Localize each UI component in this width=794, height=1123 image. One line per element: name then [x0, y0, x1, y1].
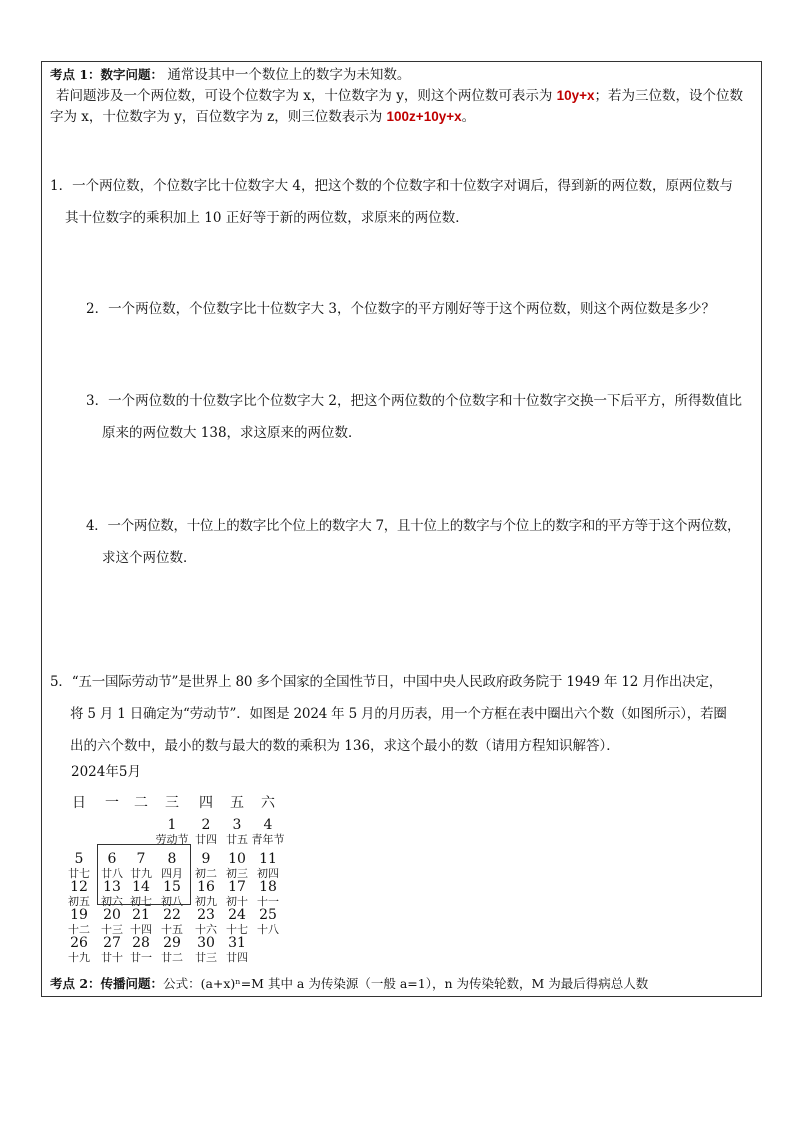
calendar-day [155, 936, 189, 964]
question-5-line: 出的六个数中，最小的数与最大的数的乘积为 136，求这个最小的数（请用方程知识解答）． [70, 738, 620, 754]
day-number: 5 [74, 851, 84, 867]
lunar-date: 廿九 [130, 867, 152, 880]
lunar-date: 廿四 [226, 951, 248, 964]
calendar-day [62, 852, 96, 880]
question-1-line: 其十位数字的乘积加上 10 正好等于新的两位数，求原来的两位数． [65, 210, 469, 226]
question-5-line: 5．“五一国际劳动节”是世界上 80 多个国家的全国性节日，中国中央人民政府政务院于 1949 年 12 月作出决定， [50, 674, 723, 690]
lunar-date: 十六 [195, 923, 217, 936]
day-number: 8 [167, 851, 177, 867]
day-number: 18 [259, 879, 277, 895]
day-number: 29 [163, 935, 181, 951]
day-number: 22 [163, 907, 181, 923]
topic1-line3 [50, 107, 475, 127]
lunar-date: 十四 [130, 923, 152, 936]
day-number: 10 [228, 851, 246, 867]
day-number: 27 [103, 935, 121, 951]
selection-box [97, 844, 191, 905]
day-number: 23 [197, 907, 215, 923]
day-number: 9 [201, 851, 211, 867]
topic1-text: 字为 x，十位数字为 y，百位数字为 z，则三位数表示为 [50, 109, 387, 125]
question-5 [50, 666, 727, 762]
day-number: 7 [136, 851, 146, 867]
lunar-date: 十九 [68, 951, 90, 964]
day-number: 30 [197, 935, 215, 951]
lunar-date: 廿四 [195, 833, 217, 846]
lunar-date: 初八 [161, 895, 183, 908]
calendar-day [251, 908, 285, 936]
question-5-line: 将 5 月 1 日确定为“劳动节”．如图是 2024 年 5 月的月历表，用一个方框在表中圈出六个数（如图所示），若圈 [70, 706, 727, 722]
day-number: 26 [70, 935, 88, 951]
lunar-date: 廿二 [161, 951, 183, 964]
question-3-line: 3．一个两位数的十位数字比个位数字大 2，把这个两位数的个位数字和十位数字交换一下后平方，所得数值比 [86, 393, 742, 409]
lunar-date: 初九 [195, 895, 217, 908]
day-number: 13 [103, 879, 121, 895]
day-number: 20 [103, 907, 121, 923]
calendar-day [124, 908, 158, 936]
calendar-day [124, 936, 158, 964]
calendar-day [189, 852, 223, 880]
weekday-label: 五 [230, 795, 244, 811]
topic1-line1 [50, 65, 410, 85]
day-number: 24 [228, 907, 246, 923]
weekday-label: 三 [165, 795, 179, 811]
day-number: 4 [263, 817, 273, 833]
calendar-day [62, 880, 96, 908]
question-1 [50, 170, 733, 234]
day-number: 31 [228, 935, 246, 951]
question-2 [86, 293, 715, 325]
calendar-title: 2024年5月 [71, 764, 141, 780]
weekday-label: 二 [134, 795, 148, 811]
question-3-line: 原来的两位数大 138，求这原来的两位数． [102, 425, 362, 441]
question-4-line: 4．一个两位数，十位上的数字比个位上的数字大 7，且十位上的数字与个位上的数字和的平方等于这个两位数， [86, 518, 741, 534]
lunar-date: 青年节 [251, 833, 285, 846]
lunar-date: 十三 [101, 923, 123, 936]
lunar-date: 廿十 [101, 951, 123, 964]
calendar-day [189, 818, 223, 846]
question-4-line: 求这个两位数． [102, 550, 197, 566]
lunar-date: 劳动节 [155, 833, 189, 846]
topic1-label: 考点 1：数字问题： [50, 67, 164, 82]
lunar-date: 廿一 [130, 951, 152, 964]
day-number: 11 [259, 851, 277, 867]
two-digit-expression: 10y+x [556, 88, 595, 103]
day-number: 28 [132, 935, 150, 951]
question-4 [86, 510, 740, 574]
weekday-label: 四 [199, 795, 213, 811]
topic2-formula: 公式：(a+x)ⁿ=M 其中 a 为传染源（一般 a=1），n 为传染轮数，M 为最后得病总人数 [163, 976, 649, 991]
lunar-date: 十一 [257, 895, 279, 908]
calendar-day [251, 818, 285, 846]
lunar-date: 初六 [101, 895, 123, 908]
day-number: 14 [132, 879, 150, 895]
calendar-day [251, 852, 285, 880]
lunar-date: 十七 [226, 923, 248, 936]
day-number: 19 [70, 907, 88, 923]
topic1-line2 [56, 86, 743, 106]
calendar-day [220, 936, 254, 964]
calendar-day [189, 908, 223, 936]
day-number: 3 [232, 817, 242, 833]
day-number: 15 [163, 879, 181, 895]
lunar-date: 初二 [195, 867, 217, 880]
lunar-date: 初三 [226, 867, 248, 880]
question-2-line: 2．一个两位数，个位数字比十位数字大 3，个位数字的平方刚好等于这个两位数，则这个两位数是多少？ [86, 301, 715, 317]
topic1-text: 。 [461, 109, 476, 125]
lunar-date: 廿八 [101, 867, 123, 880]
lunar-date: 初五 [68, 895, 90, 908]
lunar-date: 十五 [161, 923, 183, 936]
calendar-day [189, 880, 223, 908]
three-digit-expression: 100z+10y+x [386, 109, 462, 124]
lunar-date: 廿三 [195, 951, 217, 964]
calendar-day [220, 852, 254, 880]
lunar-date: 初七 [130, 895, 152, 908]
lunar-date: 廿五 [226, 833, 248, 846]
question-1-line: 1．一个两位数，个位数字比十位数字大 4，把这个数的个位数字和十位数字对调后，得到新的两位数，原两位数与 [50, 178, 733, 194]
topic1-text: 若问题涉及一个两位数，可设个位数字为 x，十位数字为 y，则这个两位数可表示为 [56, 88, 557, 104]
calendar-day [251, 880, 285, 908]
calendar-day [62, 936, 96, 964]
lunar-date: 廿七 [68, 867, 90, 880]
lunar-date: 十二 [68, 923, 90, 936]
weekday-label: 日 [72, 795, 86, 811]
calendar-may-2024 [66, 766, 316, 966]
calendar-day [189, 936, 223, 964]
day-number: 1 [167, 817, 177, 833]
lunar-date: 十八 [257, 923, 279, 936]
topic1-intro: 通常设其中一个数位上的数字为未知数。 [167, 67, 411, 83]
worksheet-frame [41, 61, 762, 997]
day-number: 6 [107, 851, 117, 867]
calendar-day [62, 908, 96, 936]
topic1-text: ；若为三位数，设个位数 [594, 88, 744, 104]
topic2-line [50, 974, 648, 994]
question-3 [86, 385, 742, 449]
day-number: 2 [201, 817, 211, 833]
calendar-day [220, 818, 254, 846]
day-number: 25 [259, 907, 277, 923]
lunar-date: 初十 [226, 895, 248, 908]
calendar-day [220, 908, 254, 936]
day-number: 21 [132, 907, 150, 923]
day-number: 16 [197, 879, 215, 895]
lunar-date: 四月 [161, 867, 183, 880]
topic2-label: 考点 2：传播问题： [50, 976, 164, 991]
day-number: 12 [70, 879, 88, 895]
calendar-day [155, 818, 189, 846]
lunar-date: 初四 [257, 867, 279, 880]
weekday-label: 六 [261, 795, 275, 811]
calendar-day [155, 908, 189, 936]
day-number: 17 [228, 879, 246, 895]
weekday-label: 一 [105, 795, 119, 811]
calendar-day [220, 880, 254, 908]
